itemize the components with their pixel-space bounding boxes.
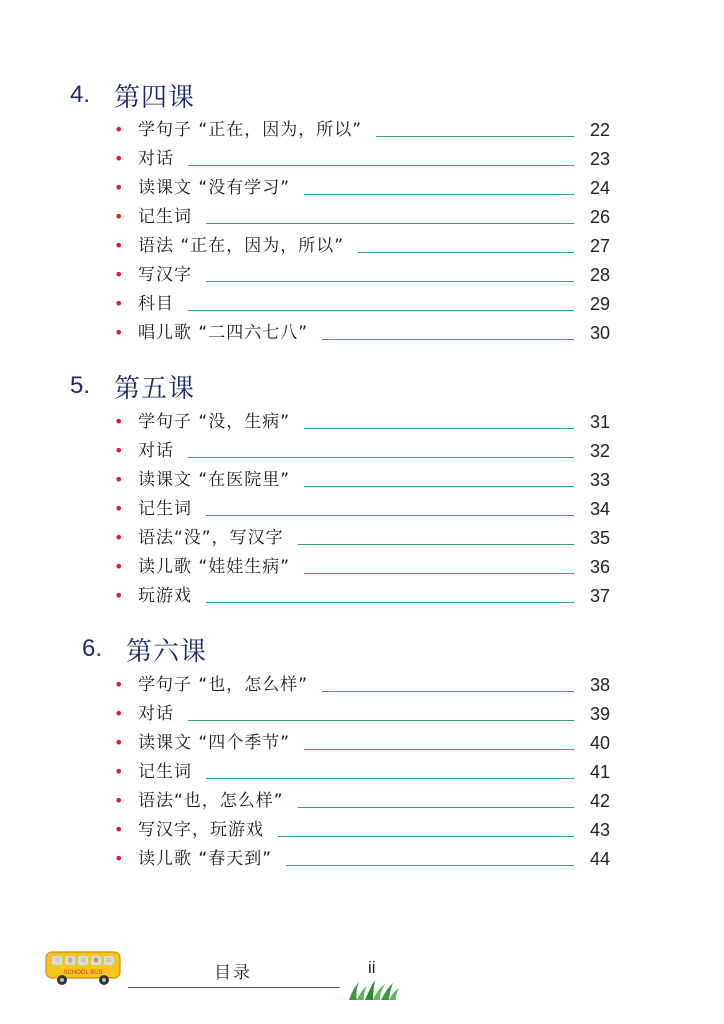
toc-page: 36 bbox=[589, 557, 610, 577]
leader-line bbox=[286, 864, 574, 866]
leader-line bbox=[304, 427, 574, 429]
toc-label: 读课文 “四个季节” bbox=[138, 733, 291, 753]
toc-page: 41 bbox=[589, 762, 610, 782]
toc-item[interactable] bbox=[110, 229, 610, 258]
leader-line bbox=[358, 251, 574, 253]
grass-icon bbox=[345, 980, 401, 1000]
toc-label: 写汉字，玩游戏 bbox=[138, 820, 264, 840]
toc-item[interactable] bbox=[110, 697, 610, 726]
leader-line bbox=[188, 309, 574, 311]
lesson-number: 5. bbox=[70, 372, 91, 399]
leader-line bbox=[188, 456, 574, 458]
toc-item[interactable] bbox=[110, 316, 610, 345]
toc-page: 27 bbox=[589, 236, 610, 256]
toc-item[interactable] bbox=[110, 668, 610, 697]
toc-item[interactable] bbox=[110, 726, 610, 755]
toc-label: 语法 “正在，因为，所以” bbox=[138, 236, 345, 256]
toc-item[interactable] bbox=[110, 842, 610, 871]
toc-page: 43 bbox=[589, 820, 610, 840]
toc-label: 读课文 “没有学习” bbox=[138, 178, 291, 198]
bullet-icon: • bbox=[114, 323, 124, 342]
toc-page: 26 bbox=[589, 207, 610, 227]
toc-label: 读儿歌 “娃娃生病” bbox=[138, 557, 291, 577]
leader-line bbox=[304, 748, 574, 750]
toc-item[interactable] bbox=[110, 579, 610, 608]
toc-page: 28 bbox=[589, 265, 610, 285]
bullet-icon: • bbox=[114, 733, 124, 752]
bullet-icon: • bbox=[114, 499, 124, 518]
toc-label: 学句子 “也，怎么样” bbox=[138, 675, 309, 695]
toc-page: 37 bbox=[589, 586, 610, 606]
bullet-icon: • bbox=[114, 236, 124, 255]
lesson-5-heading bbox=[70, 368, 195, 404]
toc-item[interactable] bbox=[110, 784, 610, 813]
toc-item[interactable] bbox=[110, 463, 610, 492]
leader-line bbox=[298, 543, 574, 545]
toc-label: 读课文 “在医院里” bbox=[138, 470, 291, 490]
bullet-icon: • bbox=[114, 441, 124, 460]
lesson-number: 4. bbox=[70, 81, 91, 108]
leader-line bbox=[206, 777, 574, 779]
toc-item[interactable] bbox=[110, 813, 610, 842]
leader-line bbox=[322, 690, 574, 692]
leader-line bbox=[206, 222, 574, 224]
page-footer bbox=[0, 940, 724, 1010]
toc-item[interactable] bbox=[110, 492, 610, 521]
toc-page: 34 bbox=[589, 499, 610, 519]
bullet-icon: • bbox=[114, 849, 124, 868]
lesson-title: 第六课 bbox=[126, 636, 208, 667]
bullet-icon: • bbox=[114, 178, 124, 197]
toc-label: 对话 bbox=[138, 441, 174, 461]
toc-label: 写汉字 bbox=[138, 265, 192, 285]
bullet-icon: • bbox=[114, 120, 124, 139]
bullet-icon: • bbox=[114, 149, 124, 168]
bullet-icon: • bbox=[114, 586, 124, 605]
toc-label: 对话 bbox=[138, 149, 174, 169]
bullet-icon: • bbox=[114, 265, 124, 284]
leader-line bbox=[376, 135, 574, 137]
leader-line bbox=[188, 164, 574, 166]
toc-item[interactable] bbox=[110, 113, 610, 142]
bullet-icon: • bbox=[114, 557, 124, 576]
toc-item[interactable] bbox=[110, 434, 610, 463]
toc-page: 33 bbox=[589, 470, 610, 490]
toc-label: 玩游戏 bbox=[138, 586, 192, 606]
toc-item[interactable] bbox=[110, 521, 610, 550]
toc-page: 39 bbox=[589, 704, 610, 724]
footer-page-number: ii bbox=[368, 958, 376, 977]
leader-line bbox=[188, 719, 574, 721]
toc-label: 语法“没”，写汉字 bbox=[138, 528, 284, 548]
toc-item[interactable] bbox=[110, 405, 610, 434]
bus-text: SCHOOL BUS bbox=[63, 970, 103, 976]
toc-label: 记生词 bbox=[138, 762, 192, 782]
toc-page: 22 bbox=[589, 120, 610, 140]
leader-line bbox=[304, 193, 574, 195]
bullet-icon: • bbox=[114, 528, 124, 547]
toc-item[interactable] bbox=[110, 142, 610, 171]
school-bus-icon bbox=[44, 948, 124, 988]
toc-label: 学句子 “正在，因为，所以” bbox=[138, 120, 363, 140]
lesson-title: 第四课 bbox=[114, 82, 196, 113]
toc-label: 唱儿歌 “二四六七八” bbox=[138, 323, 309, 343]
bullet-icon: • bbox=[114, 704, 124, 723]
bullet-icon: • bbox=[114, 675, 124, 694]
lesson-number: 6. bbox=[82, 635, 103, 662]
leader-line bbox=[206, 514, 574, 516]
toc-page: 35 bbox=[589, 528, 610, 548]
toc-label: 科目 bbox=[138, 294, 174, 314]
toc-page: 44 bbox=[589, 849, 610, 869]
toc-label: 对话 bbox=[138, 704, 174, 724]
toc-page: 24 bbox=[589, 178, 610, 198]
toc-label: 记生词 bbox=[138, 207, 192, 227]
bullet-icon: • bbox=[114, 762, 124, 781]
toc-item[interactable] bbox=[110, 200, 610, 229]
toc-item[interactable] bbox=[110, 550, 610, 579]
footer-title: 目录 bbox=[214, 963, 252, 983]
toc-page: 31 bbox=[589, 412, 610, 432]
bullet-icon: • bbox=[114, 294, 124, 313]
footer-divider bbox=[128, 987, 340, 988]
lesson-title: 第五课 bbox=[114, 373, 196, 404]
leader-line bbox=[322, 338, 574, 340]
toc-page: 38 bbox=[589, 675, 610, 695]
toc-item[interactable] bbox=[110, 258, 610, 287]
bullet-icon: • bbox=[114, 470, 124, 489]
leader-line bbox=[206, 280, 574, 282]
toc-label: 语法“也，怎么样” bbox=[138, 791, 284, 811]
toc-page: 23 bbox=[589, 149, 610, 169]
bullet-icon: • bbox=[114, 412, 124, 431]
toc-label: 记生词 bbox=[138, 499, 192, 519]
leader-line bbox=[278, 835, 574, 837]
toc-page: 40 bbox=[589, 733, 610, 753]
lesson-6-heading bbox=[82, 631, 207, 667]
toc-page: 30 bbox=[589, 323, 610, 343]
toc-page: 42 bbox=[589, 791, 610, 811]
toc-item[interactable] bbox=[110, 755, 610, 784]
toc-label: 读儿歌 “春天到” bbox=[138, 849, 273, 869]
toc-label: 学句子 “没，生病” bbox=[138, 412, 291, 432]
bullet-icon: • bbox=[114, 820, 124, 839]
leader-line bbox=[304, 572, 574, 574]
toc-item[interactable] bbox=[110, 287, 610, 316]
bullet-icon: • bbox=[114, 207, 124, 226]
toc-page: 32 bbox=[589, 441, 610, 461]
leader-line bbox=[304, 485, 574, 487]
toc-page: 29 bbox=[589, 294, 610, 314]
bullet-icon: • bbox=[114, 791, 124, 810]
toc-item[interactable] bbox=[110, 171, 610, 200]
leader-line bbox=[206, 601, 574, 603]
lesson-4-heading bbox=[70, 77, 195, 113]
leader-line bbox=[298, 806, 574, 808]
